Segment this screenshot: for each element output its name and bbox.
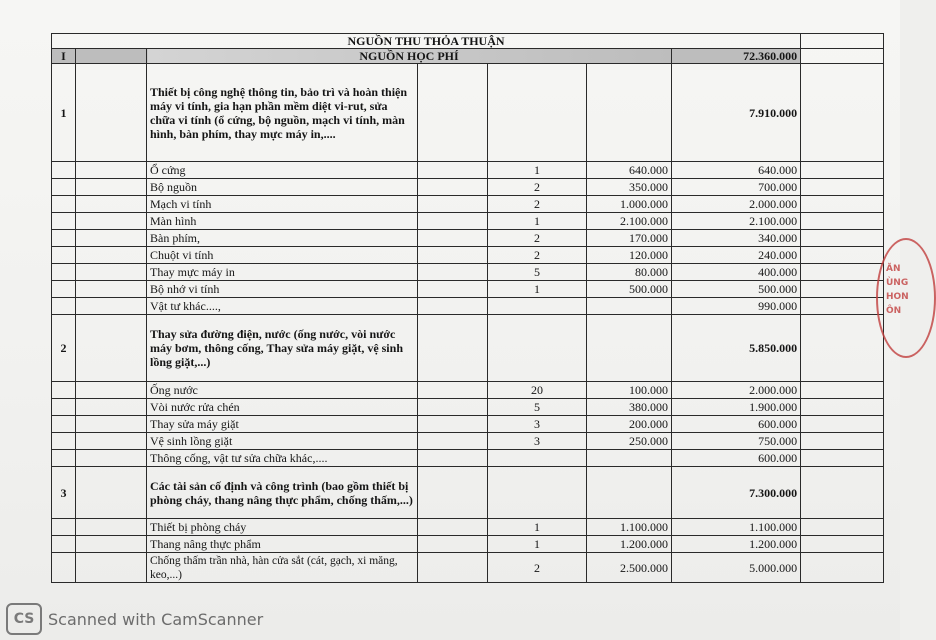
item-price bbox=[587, 298, 672, 315]
item-qty bbox=[488, 298, 587, 315]
watermark-text: Scanned with CamScanner bbox=[48, 609, 264, 629]
item-amount: 600.000 bbox=[672, 416, 801, 433]
table-row bbox=[52, 247, 884, 264]
item-amount: 500.000 bbox=[672, 281, 801, 298]
table-row bbox=[52, 264, 884, 281]
table-row bbox=[52, 416, 884, 433]
group-row bbox=[52, 467, 884, 519]
item-name: Vệ sinh lồng giặt bbox=[147, 433, 418, 450]
item-amount: 750.000 bbox=[672, 433, 801, 450]
item-name: Ổ cứng bbox=[147, 162, 418, 179]
item-name: Thang nâng thực phẩm bbox=[147, 536, 418, 553]
item-amount: 700.000 bbox=[672, 179, 801, 196]
item-amount: 1.100.000 bbox=[672, 519, 801, 536]
camscanner-watermark bbox=[6, 603, 263, 635]
section-total: 72.360.000 bbox=[672, 49, 801, 64]
item-name: Chống thấm trần nhà, hàn cửa sắt (cát, gạch, xi măng, keo,...) bbox=[147, 553, 418, 583]
item-price: 170.000 bbox=[587, 230, 672, 247]
group-row bbox=[52, 315, 884, 382]
item-price: 500.000 bbox=[587, 281, 672, 298]
item-qty: 1 bbox=[488, 536, 587, 553]
item-price: 100.000 bbox=[587, 382, 672, 399]
item-amount: 600.000 bbox=[672, 450, 801, 467]
group-description: Thiết bị công nghệ thông tin, bảo trì và hoàn thiện máy vi tính, gia hạn phần mềm diệt vi-rut, sửa chữa vi tính (ổ cứng, bộ nguồn, mạch vi tính, màn hình, bàn phím, thay mực máy in,.... bbox=[147, 64, 418, 162]
item-price: 1.200.000 bbox=[587, 536, 672, 553]
item-qty: 5 bbox=[488, 264, 587, 281]
table-row bbox=[52, 553, 884, 583]
table-row bbox=[52, 213, 884, 230]
table-row bbox=[52, 230, 884, 247]
table-row bbox=[52, 196, 884, 213]
table-row bbox=[52, 536, 884, 553]
table-row bbox=[52, 382, 884, 399]
official-stamp: ĂN ÙNG HON ÔN bbox=[876, 238, 936, 358]
camscanner-logo-icon: CS bbox=[6, 603, 42, 635]
group-total: 5.850.000 bbox=[672, 315, 801, 382]
item-price bbox=[587, 450, 672, 467]
item-amount: 2.000.000 bbox=[672, 196, 801, 213]
item-price: 80.000 bbox=[587, 264, 672, 281]
item-amount: 990.000 bbox=[672, 298, 801, 315]
group-description: Thay sửa đường điện, nước (ống nước, vòi nước máy bơm, thông cống, Thay sửa máy giặt, vệ sinh lồng giặt,...) bbox=[147, 315, 418, 382]
item-amount: 340.000 bbox=[672, 230, 801, 247]
table-row bbox=[52, 179, 884, 196]
item-amount: 400.000 bbox=[672, 264, 801, 281]
table-row bbox=[52, 433, 884, 450]
section-label: NGUỒN HỌC PHÍ bbox=[147, 49, 672, 64]
group-index: 2 bbox=[52, 315, 76, 382]
item-name: Bộ nguồn bbox=[147, 179, 418, 196]
item-price: 380.000 bbox=[587, 399, 672, 416]
item-amount: 1.200.000 bbox=[672, 536, 801, 553]
item-price: 200.000 bbox=[587, 416, 672, 433]
item-amount: 1.900.000 bbox=[672, 399, 801, 416]
item-price: 1.000.000 bbox=[587, 196, 672, 213]
item-qty: 2 bbox=[488, 179, 587, 196]
item-name: Thiết bị phòng cháy bbox=[147, 519, 418, 536]
item-name: Thông cống, vật tư sửa chữa khác,.... bbox=[147, 450, 418, 467]
item-qty: 1 bbox=[488, 162, 587, 179]
item-amount: 2.000.000 bbox=[672, 382, 801, 399]
item-name: Thay sửa máy giặt bbox=[147, 416, 418, 433]
item-qty: 5 bbox=[488, 399, 587, 416]
item-qty: 3 bbox=[488, 433, 587, 450]
group-description: Các tài sản cố định và công trình (bao gồm thiết bị phòng cháy, thang nâng thực phẩm, chống thấm,...) bbox=[147, 467, 418, 519]
group-row bbox=[52, 64, 884, 162]
item-price: 1.100.000 bbox=[587, 519, 672, 536]
item-name: Mạch vi tính bbox=[147, 196, 418, 213]
table-row bbox=[52, 162, 884, 179]
item-amount: 640.000 bbox=[672, 162, 801, 179]
item-amount: 2.100.000 bbox=[672, 213, 801, 230]
table-row bbox=[52, 281, 884, 298]
group-total: 7.910.000 bbox=[672, 64, 801, 162]
item-qty: 2 bbox=[488, 553, 587, 583]
budget-table bbox=[51, 33, 884, 583]
item-qty: 20 bbox=[488, 382, 587, 399]
table-row bbox=[52, 519, 884, 536]
item-price: 350.000 bbox=[587, 179, 672, 196]
group-index: 3 bbox=[52, 467, 76, 519]
item-qty: 2 bbox=[488, 230, 587, 247]
item-price: 2.100.000 bbox=[587, 213, 672, 230]
item-name: Vòi nước rửa chén bbox=[147, 399, 418, 416]
item-qty: 1 bbox=[488, 281, 587, 298]
item-name: Ống nước bbox=[147, 382, 418, 399]
document-title: NGUỒN THU THỎA THUẬN bbox=[52, 34, 801, 49]
item-qty bbox=[488, 450, 587, 467]
item-qty: 1 bbox=[488, 213, 587, 230]
item-price: 120.000 bbox=[587, 247, 672, 264]
group-total: 7.300.000 bbox=[672, 467, 801, 519]
item-name: Bộ nhớ vi tính bbox=[147, 281, 418, 298]
item-name: Thay mực máy in bbox=[147, 264, 418, 281]
item-name: Vật tư khác...., bbox=[147, 298, 418, 315]
item-qty: 3 bbox=[488, 416, 587, 433]
section-row bbox=[52, 49, 884, 64]
item-name: Màn hình bbox=[147, 213, 418, 230]
item-amount: 240.000 bbox=[672, 247, 801, 264]
group-index: 1 bbox=[52, 64, 76, 162]
item-name: Bàn phím, bbox=[147, 230, 418, 247]
item-qty: 2 bbox=[488, 247, 587, 264]
title-row bbox=[52, 34, 884, 49]
item-price: 2.500.000 bbox=[587, 553, 672, 583]
item-price: 250.000 bbox=[587, 433, 672, 450]
table-row bbox=[52, 450, 884, 467]
item-amount: 5.000.000 bbox=[672, 553, 801, 583]
section-index: I bbox=[52, 49, 76, 64]
item-qty: 2 bbox=[488, 196, 587, 213]
item-price: 640.000 bbox=[587, 162, 672, 179]
table-row bbox=[52, 298, 884, 315]
table-row bbox=[52, 399, 884, 416]
item-qty: 1 bbox=[488, 519, 587, 536]
item-name: Chuột vi tính bbox=[147, 247, 418, 264]
